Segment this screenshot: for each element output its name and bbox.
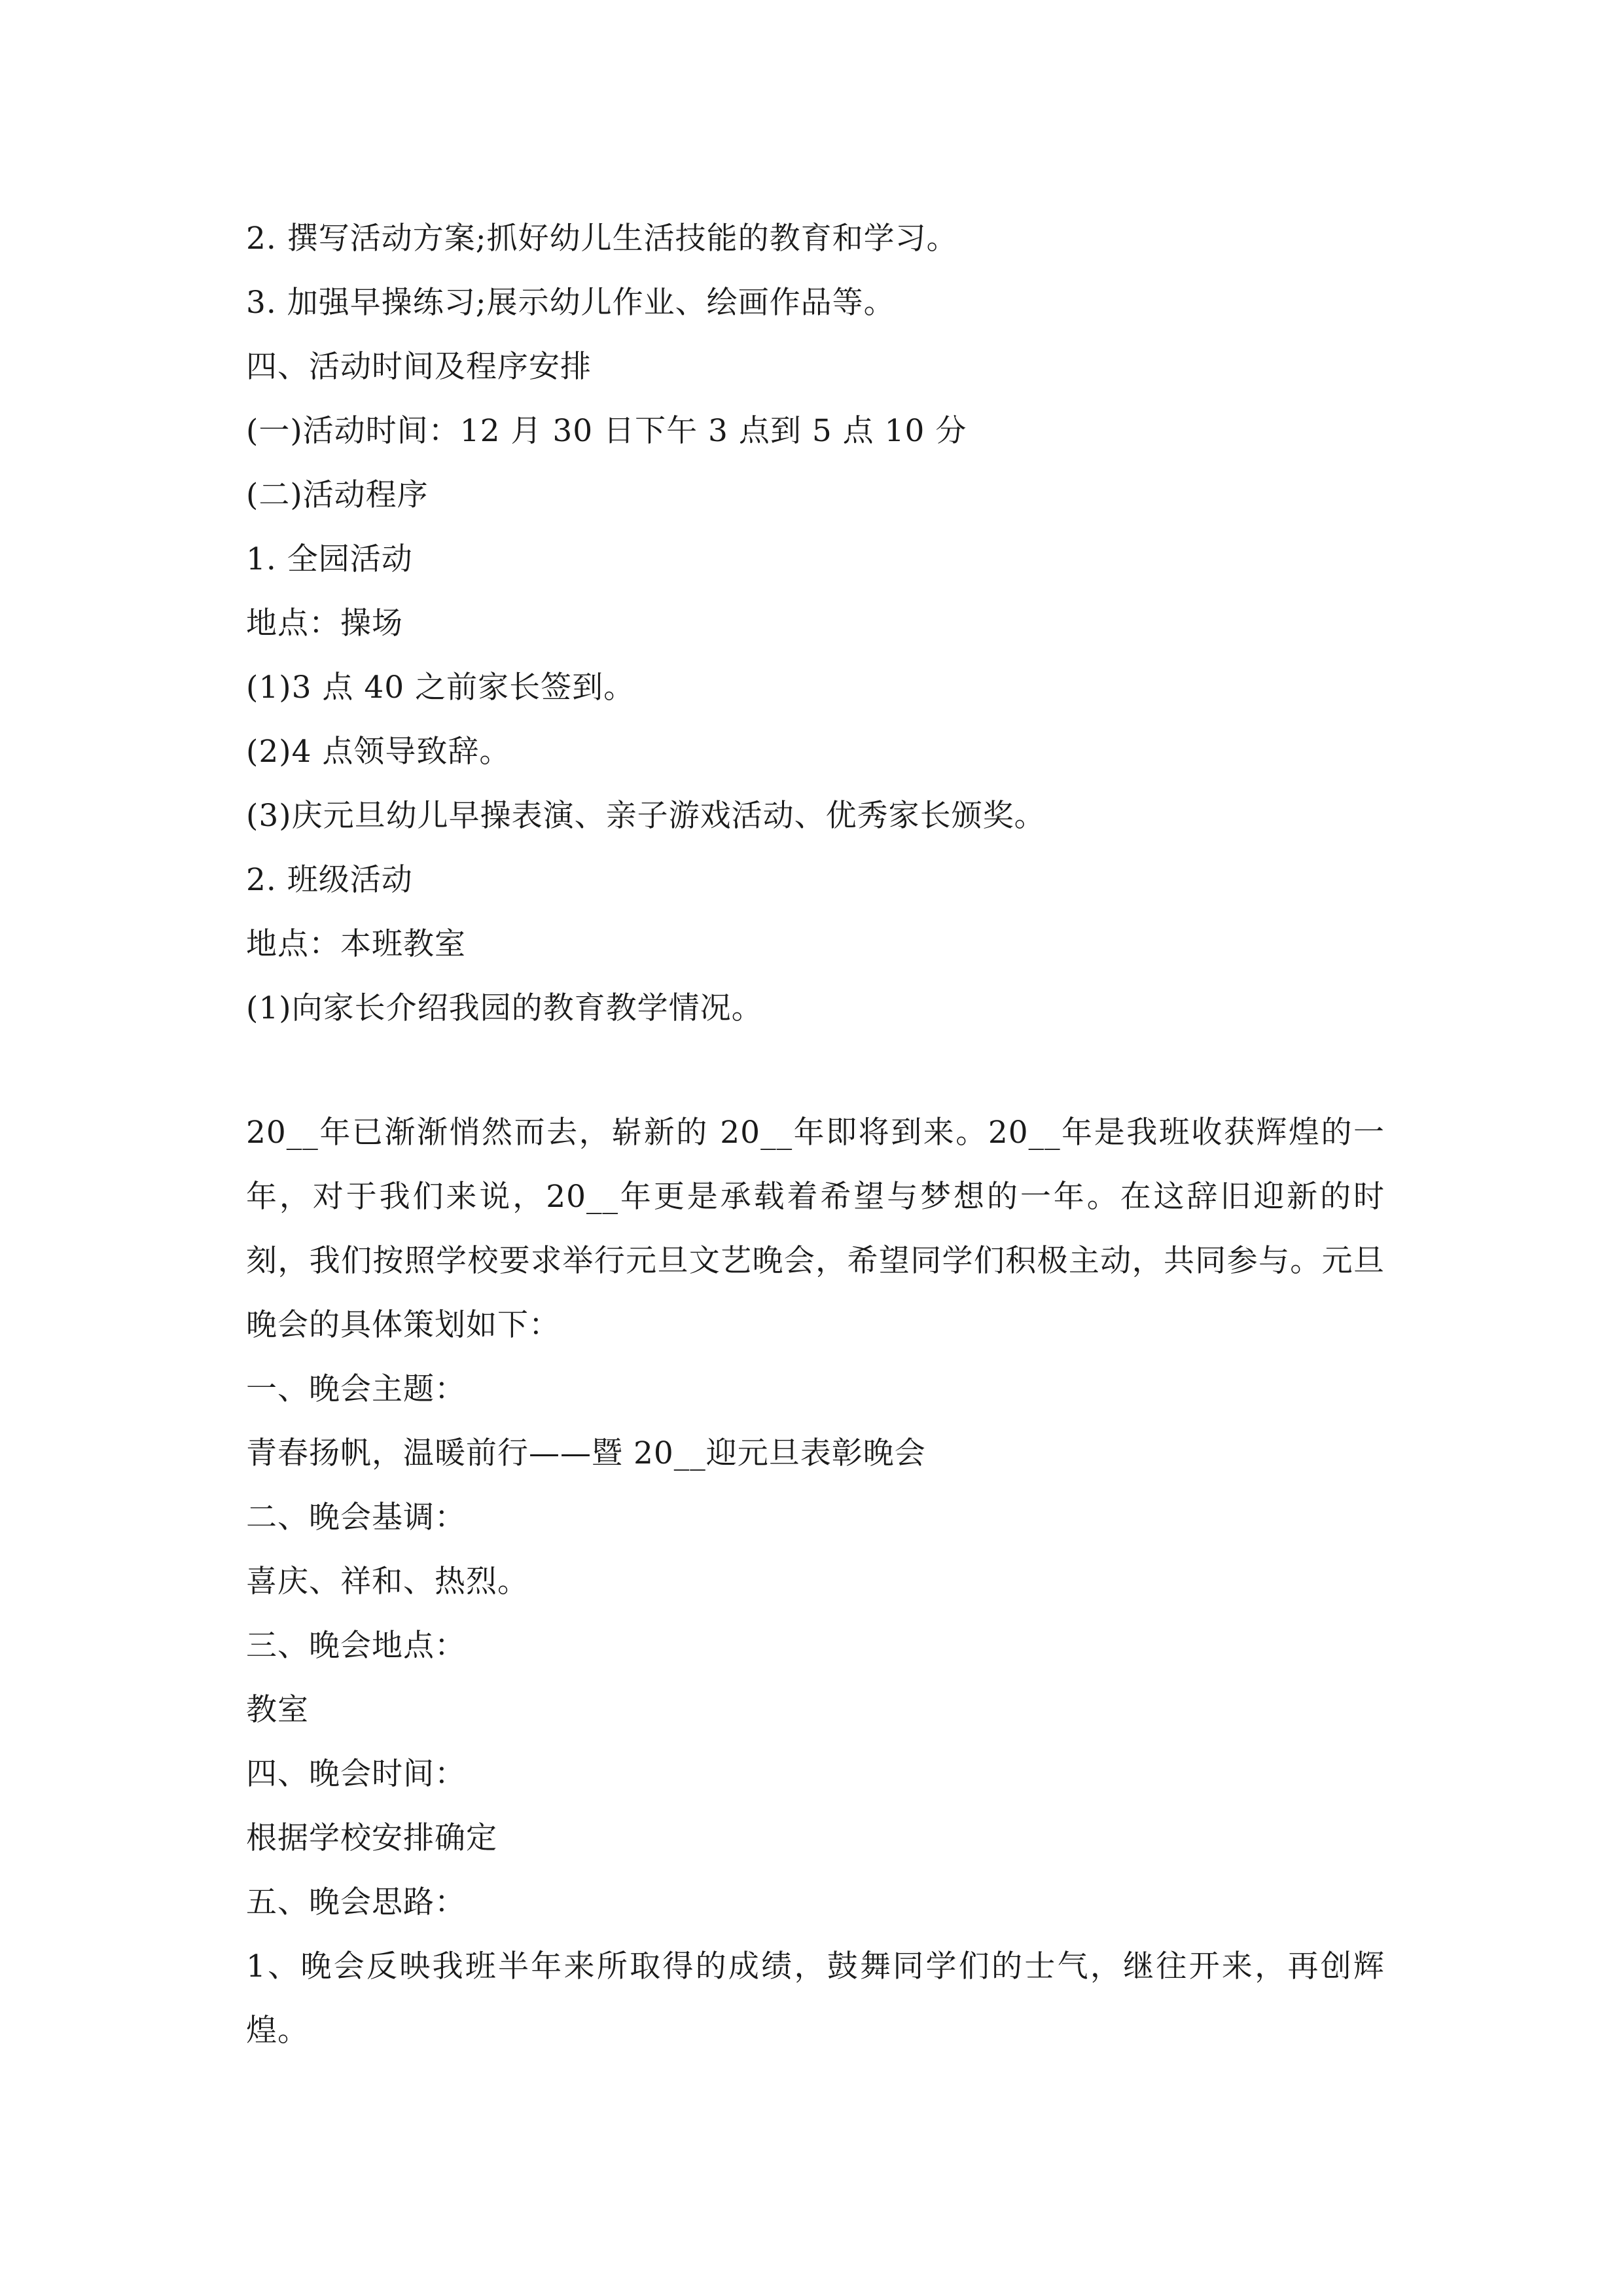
section-heading: 四、晚会时间： [246, 1756, 466, 1792]
text-line: 青春扬帆，温暖前行——暨 20__迎元旦表彰晚会 [246, 1435, 926, 1471]
activity-schedule-section [246, 207, 1385, 1041]
text-line: (2)4 点领导致辞。 [246, 734, 511, 770]
text-line: (3)庆元旦幼儿早操表演、亲子游戏活动、优秀家长颁奖。 [246, 798, 1046, 834]
text-line: (一)活动时间：12 月 30 日下午 3 点到 5 点 10 分 [246, 413, 967, 449]
section-heading: 二、晚会基调： [246, 1499, 466, 1535]
text-line: 教室 [246, 1692, 309, 1728]
intro-paragraph: 20__年已渐渐悄然而去，崭新的 20__年即将到来。20__年是我班收获辉煌的一年，对于我们来说，20__年更是承载着希望与梦想的一年。在这辞旧迎新的时刻，我们按照学校要求举行元旦文艺晚会，希望同学们积极主动，共同参与。元旦晚会的具体策划如下： [246, 1115, 1385, 1343]
text-line: 根据学校安排确定 [246, 1820, 497, 1856]
party-plan-section [246, 1101, 1385, 2063]
text-line: 1. 全园活动 [246, 541, 413, 577]
text-line: 喜庆、祥和、热烈。 [246, 1564, 529, 1600]
text-line: 2. 班级活动 [246, 862, 413, 898]
section-heading: 三、晚会地点： [246, 1628, 466, 1664]
closing-paragraph: 1、晚会反映我班半年来所取得的成绩，鼓舞同学们的士气，继往开来，再创辉煌。 [246, 1948, 1385, 2049]
text-line: 2. 撰写活动方案;抓好幼儿生活技能的教育和学习。 [246, 221, 958, 257]
text-line: (1)向家长介绍我园的教育教学情况。 [246, 990, 763, 1026]
text-line: (二)活动程序 [246, 477, 429, 513]
section-heading: 四、活动时间及程序安排 [246, 349, 592, 385]
text-line: 地点：操场 [246, 605, 403, 641]
text-line: 地点：本班教室 [246, 926, 466, 962]
section-heading: 五、晚会思路： [246, 1884, 466, 1920]
text-line: (1)3 点 40 之前家长签到。 [246, 670, 635, 706]
section-heading: 一、晚会主题： [246, 1371, 466, 1407]
text-line: 3. 加强早操练习;展示幼儿作业、绘画作品等。 [246, 285, 895, 321]
